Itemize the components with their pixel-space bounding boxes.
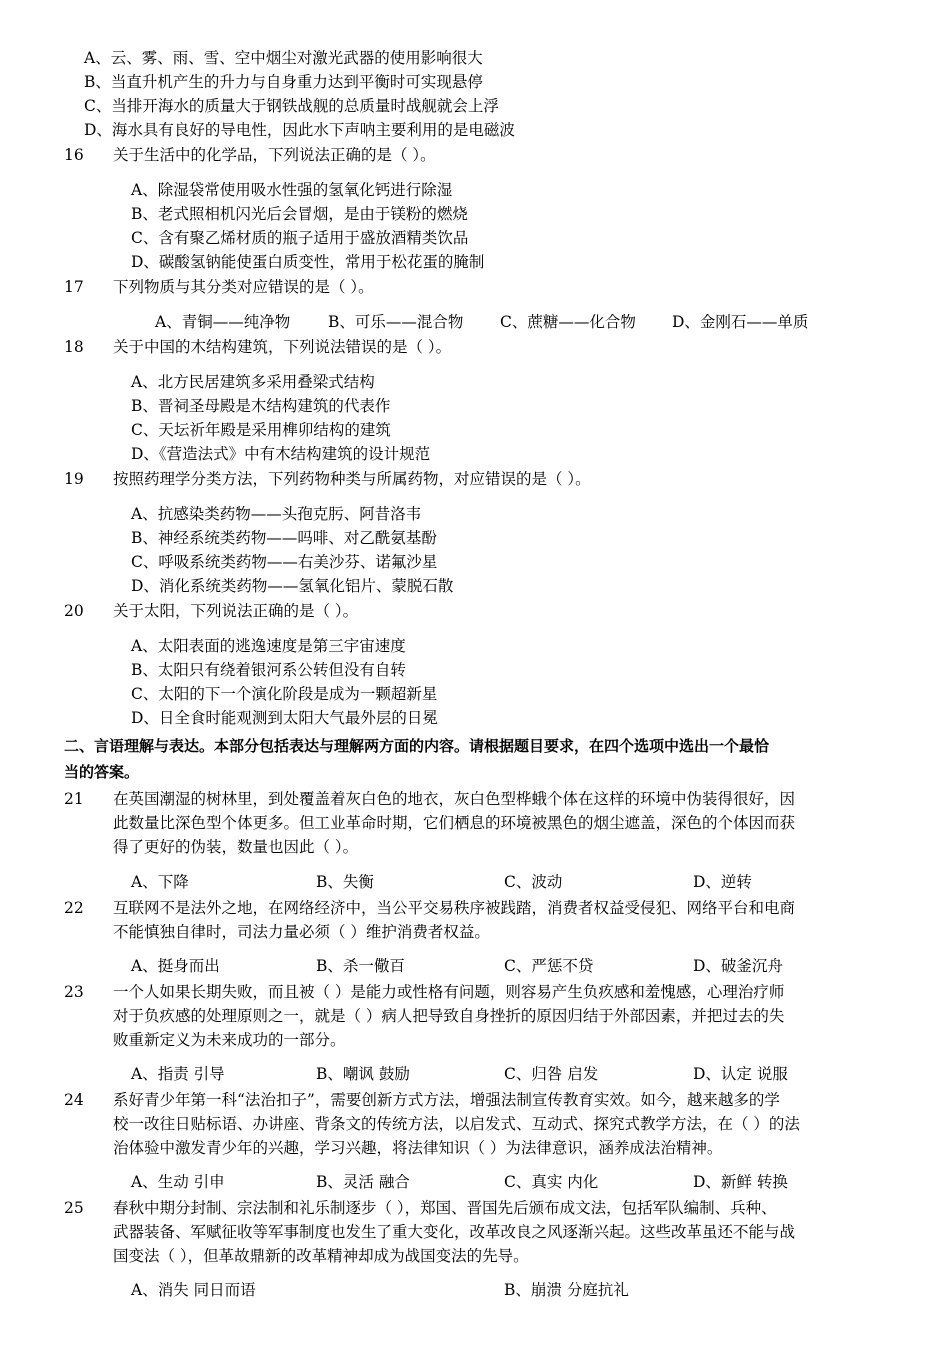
q15-option-d: D、海水具有良好的导电性，因此水下声呐主要利用的是电磁波 (84, 121, 515, 139)
question-number: 18 (64, 338, 84, 356)
q17-option-c: C、蔗糖——化合物 (500, 313, 636, 331)
q18-option-a: A、北方民居建筑多采用叠梁式结构 (131, 373, 375, 391)
question-number: 19 (64, 470, 84, 488)
question-text (113, 787, 873, 859)
q25-option-b: B、崩溃 分庭抗礼 (504, 1281, 629, 1299)
q20-option-a: A、太阳表面的逃逸速度是第三宇宙速度 (131, 637, 406, 655)
question-text (113, 896, 873, 944)
question-text: 关于中国的木结构建筑，下列说法错误的是（ ）。 (113, 338, 452, 356)
q18-option-d: D、《营造法式》中有木结构建筑的设计规范 (131, 445, 431, 463)
section-heading (64, 733, 874, 785)
q19-option-a: A、抗感染类药物——头孢克肟、阿昔洛韦 (131, 505, 422, 523)
q25-option-a: A、消失 同日而语 (131, 1281, 256, 1299)
section-heading-line-2: 当的答案。 (64, 763, 140, 781)
q17-option-b: B、可乐——混合物 (328, 313, 464, 331)
q15-option-c: C、当排开海水的质量大于钢铁战舰的总质量时战舰就会上浮 (84, 97, 499, 115)
question-number: 24 (64, 1091, 84, 1109)
question-line: 国变法（ ），但革故鼎新的改革精神却成为战国变法的先导。 (113, 1247, 529, 1265)
q17-option-d: D、金刚石——单质 (672, 313, 809, 331)
q20-option-d: D、日全食时能观测到太阳大气最外层的日冕 (131, 709, 438, 727)
q18-option-b: B、晋祠圣母殿是木结构建筑的代表作 (131, 397, 391, 415)
question-number: 25 (64, 1199, 84, 1217)
question-line: 春秋中期分封制、宗法制和礼乐制逐步（ ），郑国、晋国先后颁布成文法，包括军队编制、兵种、 (113, 1199, 777, 1217)
section-heading-line-1: 二、言语理解与表达。本部分包括表达与理解两方面的内容。请根据题目要求，在四个选项中选出一个最恰 (64, 737, 770, 755)
q24-option-d: D、新鲜 转换 (693, 1173, 788, 1191)
question-line: 系好青少年第一科“法治扣子”，需要创新方式方法，增强法制宣传教育实效。如今，越来越多的学 (113, 1091, 780, 1109)
question-line: 校一改往日贴标语、办讲座、背条文的传统方法，以启发式、互动式、探究式教学方法，在（ ）的法 (113, 1115, 800, 1133)
question-text: 下列物质与其分类对应错误的是（ ）。 (113, 278, 374, 296)
q22-option-d: D、破釜沉舟 (693, 957, 783, 975)
q21-option-a: A、下降 (131, 873, 189, 891)
question-number: 20 (64, 602, 84, 620)
q19-option-c: C、呼吸系统类药物——右美沙芬、诺氟沙星 (131, 553, 438, 571)
question-line: 武器装备、军赋征收等军事制度也发生了重大变化，改革改良之风逐渐兴起。这些改革虽还不能与战 (113, 1223, 796, 1241)
question-line: 此数量比深色型个体更多。但工业革命时期，它们栖息的环境被黑色的烟尘遮盖，深色的个体因而获 (113, 814, 796, 832)
question-line: 得了更好的伪装，数量也因此（ ）。 (113, 838, 359, 856)
q21-option-d: D、逆转 (693, 873, 752, 891)
q22-option-c: C、严惩不贷 (504, 957, 594, 975)
question-line: 在英国潮湿的树林里，到处覆盖着灰白色的地衣，灰白色型桦蛾个体在这样的环境中伪装得很好，因 (113, 790, 796, 808)
q22-option-b: B、杀一儆百 (316, 957, 405, 975)
q23-option-a: A、指责 引导 (131, 1065, 225, 1083)
q16-option-a: A、除湿袋常使用吸水性强的氢氧化钙进行除湿 (131, 181, 453, 199)
q23-option-b: B、嘲讽 鼓励 (316, 1065, 410, 1083)
question-line: 互联网不是法外之地，在网络经济中，当公平交易秩序被践踏，消费者权益受侵犯、网络平台和电商 (113, 899, 796, 917)
q17-option-a: A、青铜——纯净物 (155, 313, 291, 331)
q16-option-c: C、含有聚乙烯材质的瓶子适用于盛放酒精类饮品 (131, 229, 469, 247)
q23-option-d: D、认定 说服 (693, 1065, 788, 1083)
question-number: 22 (64, 899, 84, 917)
question-line: 治体验中激发青少年的兴趣，学习兴趣，将法律知识（ ）为法律意识，涵养成法治精神。 (113, 1139, 723, 1157)
question-line: 不能慎独自律时，司法力量必须（ ）维护消费者权益。 (113, 923, 490, 941)
q19-option-b: B、神经系统类药物——吗啡、对乙酰氨基酚 (131, 529, 437, 547)
q21-option-b: B、失衡 (316, 873, 374, 891)
q20-option-c: C、太阳的下一个演化阶段是成为一颗超新星 (131, 685, 438, 703)
q21-option-c: C、波动 (504, 873, 563, 891)
question-line: 对于负疚感的处理原则之一，就是（ ）病人把导致自身挫折的原因归结于外部因素，并把过去的失 (113, 1007, 785, 1025)
question-number: 17 (64, 278, 84, 296)
q23-option-c: C、归咎 启发 (504, 1065, 599, 1083)
q16-option-b: B、老式照相机闪光后会冒烟，是由于镁粉的燃烧 (131, 205, 468, 223)
question-text (113, 980, 873, 1052)
q15-option-a: A、云、雾、雨、雪、空中烟尘对激光武器的使用影响很大 (84, 49, 483, 67)
q24-option-a: A、生动 引申 (131, 1173, 225, 1191)
q16-option-d: D、碳酸氢钠能使蛋白质变性，常用于松花蛋的腌制 (131, 253, 485, 271)
q19-option-d: D、消化系统类药物——氢氧化铝片、蒙脱石散 (131, 577, 454, 595)
question-line: 败重新定义为未来成功的一部分。 (113, 1031, 346, 1049)
question-text: 关于太阳，下列说法正确的是（ ）。 (113, 602, 359, 620)
q20-option-b: B、太阳只有绕着银河系公转但没有自转 (131, 661, 406, 679)
question-text (113, 1196, 873, 1268)
q18-option-c: C、天坛祈年殿是采用榫卯结构的建筑 (131, 421, 391, 439)
question-number: 21 (64, 790, 84, 808)
q24-option-b: B、灵活 融合 (316, 1173, 410, 1191)
q15-option-b: B、当直升机产生的升力与自身重力达到平衡时可实现悬停 (84, 73, 483, 91)
q22-option-a: A、挺身而出 (131, 957, 220, 975)
question-number: 23 (64, 983, 84, 1001)
question-line: 一个人如果长期失败，而且被（ ）是能力或性格有问题，则容易产生负疚感和羞愧感，心理治疗师 (113, 983, 785, 1001)
q24-option-c: C、真实 内化 (504, 1173, 599, 1191)
question-text: 关于生活中的化学品，下列说法正确的是（ ）。 (113, 146, 436, 164)
question-text (113, 1088, 873, 1160)
question-number: 16 (64, 146, 84, 164)
question-text: 按照药理学分类方法，下列药物种类与所属药物，对应错误的是（ ）。 (113, 470, 591, 488)
